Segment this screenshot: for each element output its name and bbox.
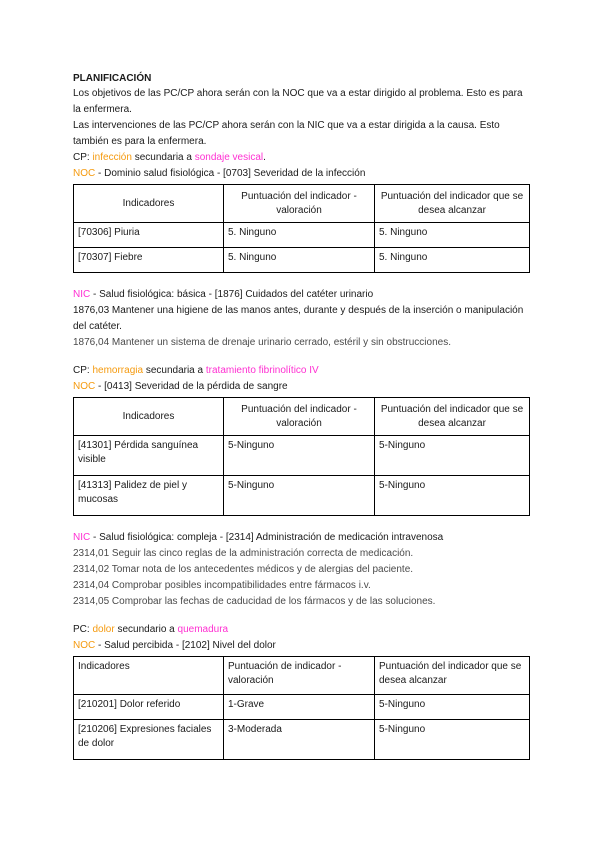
noc-label: NOC (73, 381, 96, 392)
pc-prefix: PC: (73, 624, 93, 635)
table-cell: 5. Ninguno (375, 223, 530, 248)
document-page (73, 72, 529, 760)
table-row (74, 248, 530, 273)
table-cell: 5-Ninguno (224, 476, 375, 516)
section1-cp-line (73, 150, 529, 166)
table-cell: 5. Ninguno (375, 248, 530, 273)
table-cell: [41301] Pérdida sanguínea visible (74, 436, 224, 476)
header-cell: Puntuación del indicador - valoración (224, 185, 375, 223)
table-cell: 1-Grave (224, 695, 375, 720)
noc-label: NOC (73, 640, 96, 651)
table-row (74, 436, 530, 476)
noc-label: NOC (73, 168, 96, 179)
nic-activity: 1876,04 Mantener un sistema de drenaje urinario cerrado, estéril y sin obstrucciones. (73, 337, 451, 348)
table-cell: [70306] Piuria (74, 223, 224, 248)
table-cell: [41313] Palidez de piel y mucosas (74, 476, 224, 516)
cp-prefix: CP: (73, 152, 93, 163)
header-cell: Indicadores (74, 398, 224, 436)
table-cell: 5-Ninguno (375, 436, 530, 476)
nic-label: NIC (73, 289, 91, 300)
section3-noc-line (73, 638, 529, 654)
cp-cause: tratamiento fibrinolítico IV (205, 365, 319, 376)
section2-noc-line (73, 379, 529, 395)
table-cell: 5. Ninguno (224, 223, 375, 248)
noc-text: - Dominio salud fisiológica - [0703] Severidad de la infección (95, 168, 366, 179)
header-cell: Puntuación del indicador que se desea alcanzar (375, 657, 530, 695)
table-row (74, 476, 530, 516)
table-header-row (74, 398, 530, 436)
table-row (74, 695, 530, 720)
table-cell: [210206] Expresiones faciales de dolor (74, 720, 224, 760)
header-cell: Indicadores (74, 657, 224, 695)
table-header-row (74, 657, 530, 695)
section2-noc-table (73, 397, 530, 516)
table-row (74, 720, 530, 760)
header-cell: Puntuación del indicador que se desea alcanzar (375, 185, 530, 223)
table-cell: 5. Ninguno (224, 248, 375, 273)
table-cell: 5-Ninguno (375, 695, 530, 720)
section1-noc-table (73, 184, 530, 273)
nic-activity: 2314,05 Comprobar las fechas de caducidad de los fármacos y de las soluciones. (73, 596, 436, 607)
table-row (74, 223, 530, 248)
section1-noc-line (73, 166, 529, 182)
nic-text: - Salud fisiológica: básica - [1876] Cuidados del catéter urinario (90, 289, 374, 300)
pc-middle: secundario a (114, 624, 178, 635)
pc-problem: dolor (92, 624, 115, 635)
intro-paragraph-2: Las intervenciones de las PC/CP ahora serán con la NIC que va a estar dirigida a la causa. Esto también es para la enfermera. (73, 120, 500, 147)
nic-label: NIC (73, 532, 91, 543)
section2-cp-line (73, 363, 529, 379)
cp-middle: secundaria a (143, 365, 206, 376)
cp-cause: sondaje vesical (194, 152, 264, 163)
section1-nic-line (73, 287, 529, 303)
nic-activity: 2314,01 Seguir las cinco reglas de la administración correcta de medicación. (73, 548, 414, 559)
section2-nic-line (73, 530, 529, 546)
noc-text: - Salud percibida - [2102] Nivel del dolor (95, 640, 276, 651)
table-cell: 5-Ninguno (375, 720, 530, 760)
table-cell: 5-Ninguno (375, 476, 530, 516)
cp-problem: hemorragia (92, 365, 144, 376)
header-cell: Indicadores (74, 185, 224, 223)
table-header-row (74, 185, 530, 223)
table-cell: 3-Moderada (224, 720, 375, 760)
section3-noc-table (73, 656, 530, 760)
cp-end: . (263, 152, 266, 163)
table-cell: [70307] Fiebre (74, 248, 224, 273)
intro-paragraph-1: Los objetivos de las PC/CP ahora serán con la NOC que va a estar dirigido al problema. Esto es para la enfermera. (73, 88, 523, 115)
nic-activity: 2314,04 Comprobar posibles incompatibilidades entre fármacos i.v. (73, 580, 371, 591)
pc-cause: quemadura (177, 624, 229, 635)
header-cell: Puntuación de indicador - valoración (224, 657, 375, 695)
cp-prefix: CP: (73, 365, 93, 376)
section3-pc-line (73, 622, 529, 638)
page-title: PLANIFICACIÓN (73, 73, 152, 84)
header-cell: Puntuación del indicador que se desea alcanzar (375, 398, 530, 436)
cp-problem: infección (92, 152, 132, 163)
cp-middle: secundaria a (131, 152, 195, 163)
nic-activity: 1876,03 Mantener una higiene de las manos antes, durante y después de la inserción o manipulación del catéter. (73, 305, 524, 332)
header-cell: Puntuación del indicador - valoración (224, 398, 375, 436)
nic-activity: 2314,02 Tomar nota de los antecedentes médicos y de alergias del paciente. (73, 564, 414, 575)
table-cell: 5-Ninguno (224, 436, 375, 476)
nic-text: - Salud fisiológica: compleja - [2314] Administración de medicación intravenosa (90, 532, 444, 543)
table-cell: [210201] Dolor referido (74, 695, 224, 720)
noc-text: - [0413] Severidad de la pérdida de sangre (95, 381, 288, 392)
